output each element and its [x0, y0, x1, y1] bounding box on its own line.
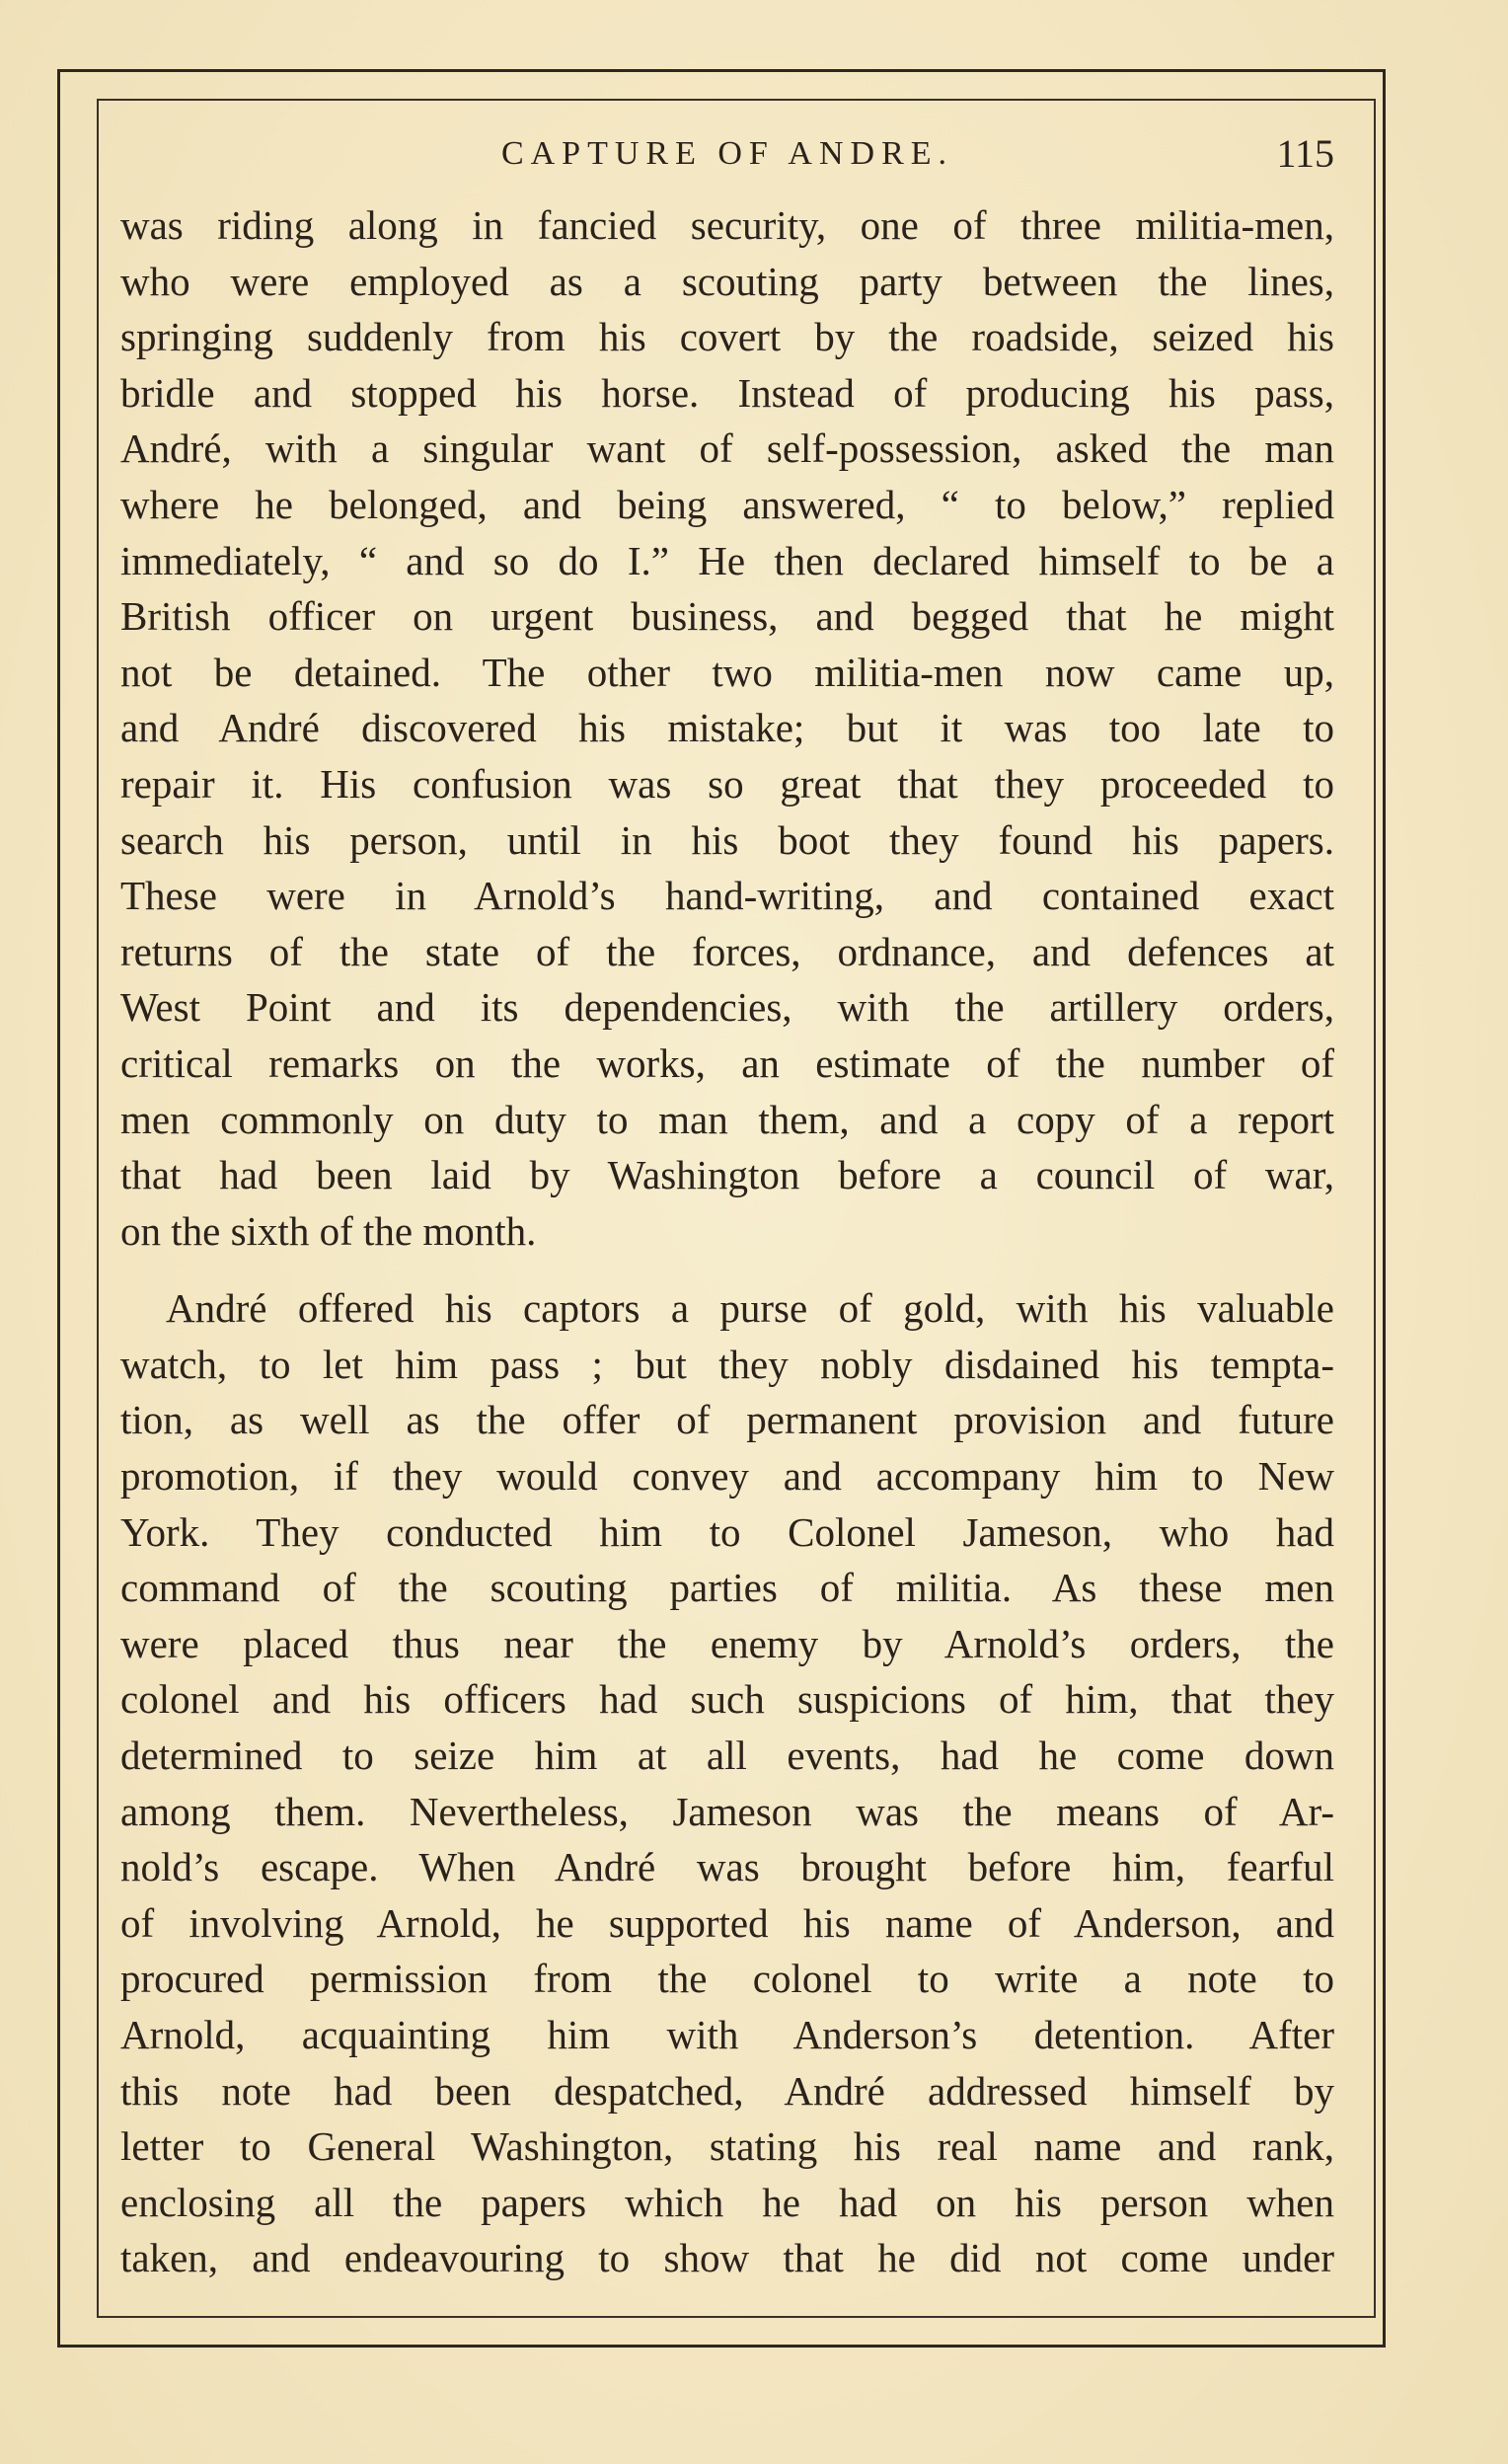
text-line: and André discovered his mistake; but it was too late to [120, 705, 1334, 751]
text-line: tion, as well as the offer of permanent provision and future [120, 1397, 1334, 1443]
text-line: letter to General Washington, stating his real name and rank, [120, 2123, 1334, 2170]
text-line: was riding along in fancied security, one of three militia-men, [120, 202, 1334, 248]
text-line: springing suddenly from his covert by the roadside, seized his [120, 314, 1334, 360]
text-line: of involving Arnold, he supported his name of Anderson, and [120, 1899, 1334, 1946]
running-header [120, 128, 1334, 180]
text-line: command of the scouting parties of militia. As these men [120, 1565, 1334, 1611]
running-title: CAPTURE OF ANDRE. [500, 135, 954, 172]
text-line: immediately, “ and so do I.” He then declared himself to be a [120, 537, 1334, 583]
text-line: not be detained. The other two militia-men now came up, [120, 649, 1334, 695]
text-line: procured permission from the colonel to write a note to [120, 1956, 1334, 2002]
text-line: who were employed as a scouting party between the lines, [120, 258, 1334, 304]
text-line: repair it. His confusion was so great that they proceeded to [120, 760, 1334, 807]
text-line: taken, and endeavouring to show that he did not come under [120, 2235, 1334, 2281]
text-line: among them. Nevertheless, Jameson was the means of Ar- [120, 1788, 1334, 1834]
paragraph-2 [120, 1280, 1334, 2286]
text-line: colonel and his officers had such suspicions of him, that they [120, 1676, 1334, 1723]
text-line: West Point and its dependencies, with the artillery orders, [120, 984, 1334, 1031]
text-line: York. They conducted him to Colonel Jameson, who had [120, 1508, 1334, 1555]
text-line: André, with a singular want of self-possession, asked the man [120, 425, 1334, 472]
text-line: André offered his captors a purse of gold, with his valuable [166, 1285, 1334, 1332]
text-line: These were in Arnold’s hand-writing, and contained exact [120, 873, 1334, 919]
text-line: search his person, until in his boot they found his papers. [120, 816, 1334, 863]
text-line: nold’s escape. When André was brought before him, fearful [120, 1844, 1334, 1890]
text-line: bridle and stopped his horse. Instead of producing his pass, [120, 369, 1334, 416]
text-line: that had been laid by Washington before a council of war, [120, 1152, 1334, 1198]
text-line: were placed thus near the enemy by Arnold’s orders, the [120, 1620, 1334, 1666]
text-line: British officer on urgent business, and begged that he might [120, 593, 1334, 640]
text-line: promotion, if they would convey and accompany him to New [120, 1453, 1334, 1500]
page-number: 115 [1276, 131, 1334, 176]
text-line: on the sixth of the month. [120, 1207, 537, 1254]
text-line: Arnold, acquainting him with Anderson’s detention. After [120, 2012, 1334, 2057]
text-line: determined to seize him at all events, had he come down [120, 1732, 1334, 1779]
text-line: men commonly on duty to man them, and a copy of a report [120, 1096, 1334, 1142]
text-line: this note had been despatched, André addressed himself by [120, 2067, 1334, 2114]
body-text [120, 197, 1334, 2286]
text-line: critical remarks on the works, an estimate of the number of [120, 1040, 1334, 1086]
text-line: enclosing all the papers which he had on his person when [120, 2179, 1334, 2225]
text-line: returns of the state of the forces, ordnance, and defences at [120, 928, 1334, 974]
paragraph-1 [120, 197, 1334, 1259]
text-line: watch, to let him pass ; but they nobly disdained his tempta- [120, 1341, 1334, 1387]
text-line: where he belonged, and being answered, “ to below,” replied [120, 481, 1334, 527]
